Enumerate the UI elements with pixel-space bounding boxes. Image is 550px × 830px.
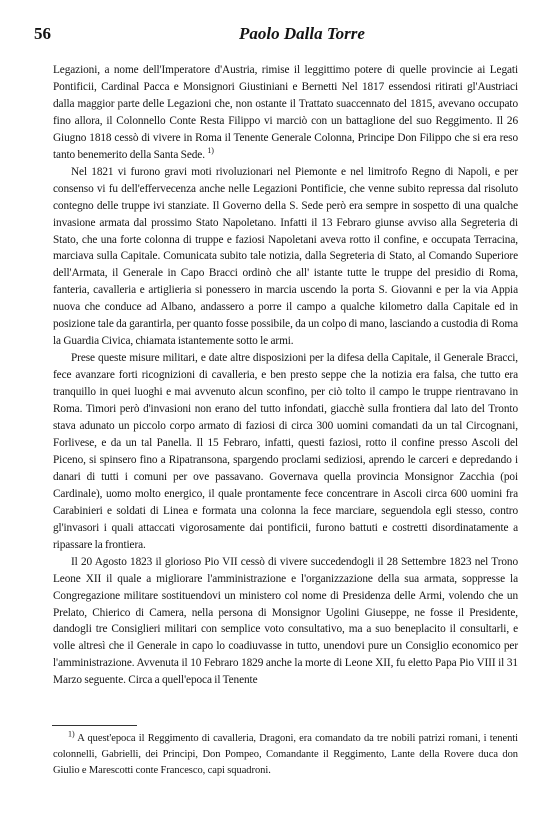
page-header	[34, 24, 510, 48]
paragraph-1	[53, 62, 518, 164]
footnote-text: A quest'epoca il Reggimento di cavalleria, Dragoni, era comandato da tre nobili patrizi romani, i tenenti colonnelli, Gabrielli, dei Principi, Don Pompeo, Comandante il Reggimento, Lante della Rovere duca don Giulio e Marescotti conte Francesco, capi squadroni.	[53, 733, 519, 777]
footnote	[53, 731, 518, 780]
page-number: 56	[34, 24, 51, 43]
body-text	[53, 62, 518, 689]
paragraph-3	[53, 350, 518, 553]
paragraph-2	[53, 164, 518, 350]
paragraph-3-text: Prese queste misure militari, e date altre disposizioni per la difesa della Capitale, il Generale Bracci, fece avanzare forti ricognizioni di cavalleria, e ben presto seppe che la notizia era falsa, che tutto era tranquillo in quei luoghi e mai avvenuto alcun sconfino, per ciò tolto il campo le truppe rientravano in Roma. Timori però d'invasioni non erano del tutto infondati, giacchè sulla frontiera dal lato del Tronto stava adunato un piccolo corpo armato di faziosi di circa 300 uomini comandati da un tal Circognani, Forlivese, e da un tal Panella. Il 15 Febraro, infatti, questi faziosi, rotto il confine presso Ascoli del Piceno, si spinsero fino a Ripatransona, spargendo proclami sediziosi, aprendo le carceri e depredando i danari di tutti i comuni per ove passavano. Governava quella provincia Monsignor Zacchia (poi Cardinale), uomo molto energico, il quale prontamente fece concentrare in Ascoli circa 600 uomini fra Carabinieri e soldati di Linea e formata una colonna la fece marciare, seguendola egli stesso, contro gl'invasori i quali attaccati vigorosamente dai pontificii, furono battuti e costretti disordinatamente a ripassare la frontiera.	[53, 352, 518, 551]
running-head: Paolo Dalla Torre	[239, 24, 365, 43]
paragraph-4	[53, 554, 518, 690]
footnote-divider	[52, 725, 137, 726]
footnote-reference: 1)	[207, 146, 214, 155]
paragraph-4-text: Il 20 Agosto 1823 il glorioso Pio VII cessò di vivere succedendogli il 28 Settembre 1823 nel Trono Leone XII il quale a migliorare l'amministrazione e l'organizzazione della sua armata, soppresse la Congregazione militare sostituendovi un ministero col nome di Presidenza delle Armi, volendo che un Prelato, Chierico di Camera, nella persona di Monsignor Ugolini Giuseppe, ne fosse il Presidente, dandogli tre Consiglieri militari con semplice voto consultativo, ma a suo beneplacito il consultarli, e volle altresì che il Generale in capo lo coadiuvasse in tutto, unendovi pure un Consiglio economico per l'amministrazione. Avvenuta il 10 Febraro 1829 anche la morte di Leone XII, fu eletto Papa Pio VIII il 31 Marzo seguente. Circa a quell'epoca il Tenente	[53, 555, 518, 687]
footnote-mark: 1)	[68, 729, 75, 739]
paragraph-2-text: Nel 1821 vi furono gravi moti rivoluzionari nel Piemonte e nel limitrofo Regno di Napoli, e per consenso vi fu dell'effervecenza anche nelle Legazioni Pontificie, che venne subito repressa dal risoluto contegno delle truppe ivi stanziate. Il Governo della S. Sede però era sempre in sospetto di una qualche invasione armata dal prossimo Stato Napoletano. Infatti il 13 Febraro giunse avviso alla Segreteria di Stato, che una forte colonna di truppe e faziosi Napoletani aveva rotto il confine, e occupata Terracina, marciava sulla Capitale. Comunicata subito tale notizia, dalla Segreteria di Stato, al Comando Superiore dell'Armata, il Generale in Capo Bracci ordinò che all' istante tutte le truppe del presidio di Roma, fanteria, cavalleria e artiglieria si ponessero in marcia uscendo la porta S. Giovanni e per la via Appia nuova che conduce ad Albano, andassero a porre il campo a qualche kilometro dalla Capitale ed in posizione tale da garantirla, per quanto fosse possibile, da un colpo di mano, lasciando a custodia di Roma la Guardia Civica, chiamata istantemente sotto le armi.	[53, 165, 518, 348]
paragraph-1-text: Legazioni, a nome dell'Imperatore d'Austria, rimise il leggittimo potere di quelle provincie ai Legati Pontificii, Cardinal Pacca e Monsignori Giustiniani e Bernetti Nel 1817 essendosi ritirati gl'Austriaci dalla maggior parte delle Legazioni che, non ostante il Trattato suaccennato del 1815, avevano occupato fino allora, il Colonnello Conte Resta Filippo vi marciò con un battaglione del suo Reggimento. Il 26 Giugno 1818 cessò di vivere in Roma il Tenente Generale Colonna, Principe Don Filippo che si era reso tanto benemerito della Santa Sede.	[53, 64, 518, 161]
